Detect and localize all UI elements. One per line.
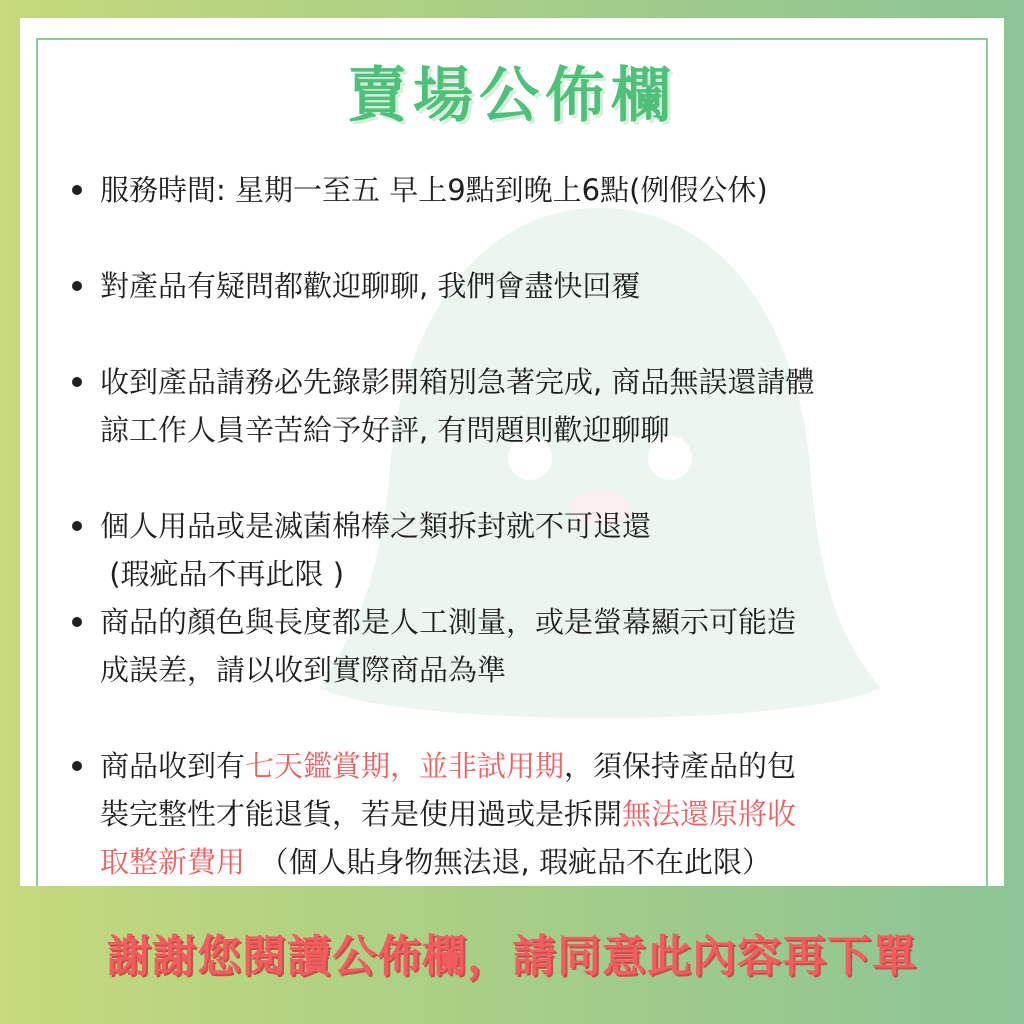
notice-panel <box>20 18 1004 886</box>
list-item <box>80 358 980 454</box>
list-item <box>80 262 980 310</box>
trial-text-part1: 商品收到有 <box>100 749 246 783</box>
unboxing-text-line2: 諒工作人員辛苦給予好評, 有問題則歡迎聊聊 <box>100 413 670 447</box>
trial-highlight-2: 無法還原將收 <box>622 797 797 831</box>
trial-highlight-1: 七天鑑賞期，並非試用期 <box>245 749 565 783</box>
page-title: 賣場公佈欄 <box>347 61 677 131</box>
list-item <box>80 598 980 694</box>
inquiry-text: 對產品有疑問都歡迎聊聊, 我們會盡快回覆 <box>100 269 641 303</box>
list-item <box>80 166 980 214</box>
trial-highlight-3: 取整新費用 <box>100 845 246 879</box>
list-item <box>80 742 980 886</box>
unboxing-text-line1: 收到產品請務必先錄影開箱別急著完成, 商品無誤還請體 <box>100 365 815 399</box>
notice-list <box>80 166 980 886</box>
return-policy-line2: (瑕疵品不再此限 ) <box>100 557 345 591</box>
trial-text-part4: （個人貼身物無法退, 瑕疵品不在此限） <box>245 845 771 879</box>
measurement-line1: 商品的顏色與長度都是人工測量，或是螢幕顯示可能造 <box>100 605 797 639</box>
trial-text-part2: ，須保持產品的包 <box>564 749 797 783</box>
measurement-line2: 成誤差，請以收到實際商品為準 <box>100 653 507 687</box>
trial-text-part3: 裝完整性才能退貨，若是使用過或是拆開 <box>100 797 623 831</box>
service-hours-text: 服務時間: 星期一至五 早上9點到晚上6點(例假公休) <box>100 173 768 207</box>
return-policy-line1: 個人用品或是滅菌棉棒之類拆封就不可退還 <box>100 509 652 543</box>
footer-notice: 謝謝您閱讀公佈欄，請同意此內容再下單 <box>107 931 917 982</box>
list-item <box>80 502 980 598</box>
